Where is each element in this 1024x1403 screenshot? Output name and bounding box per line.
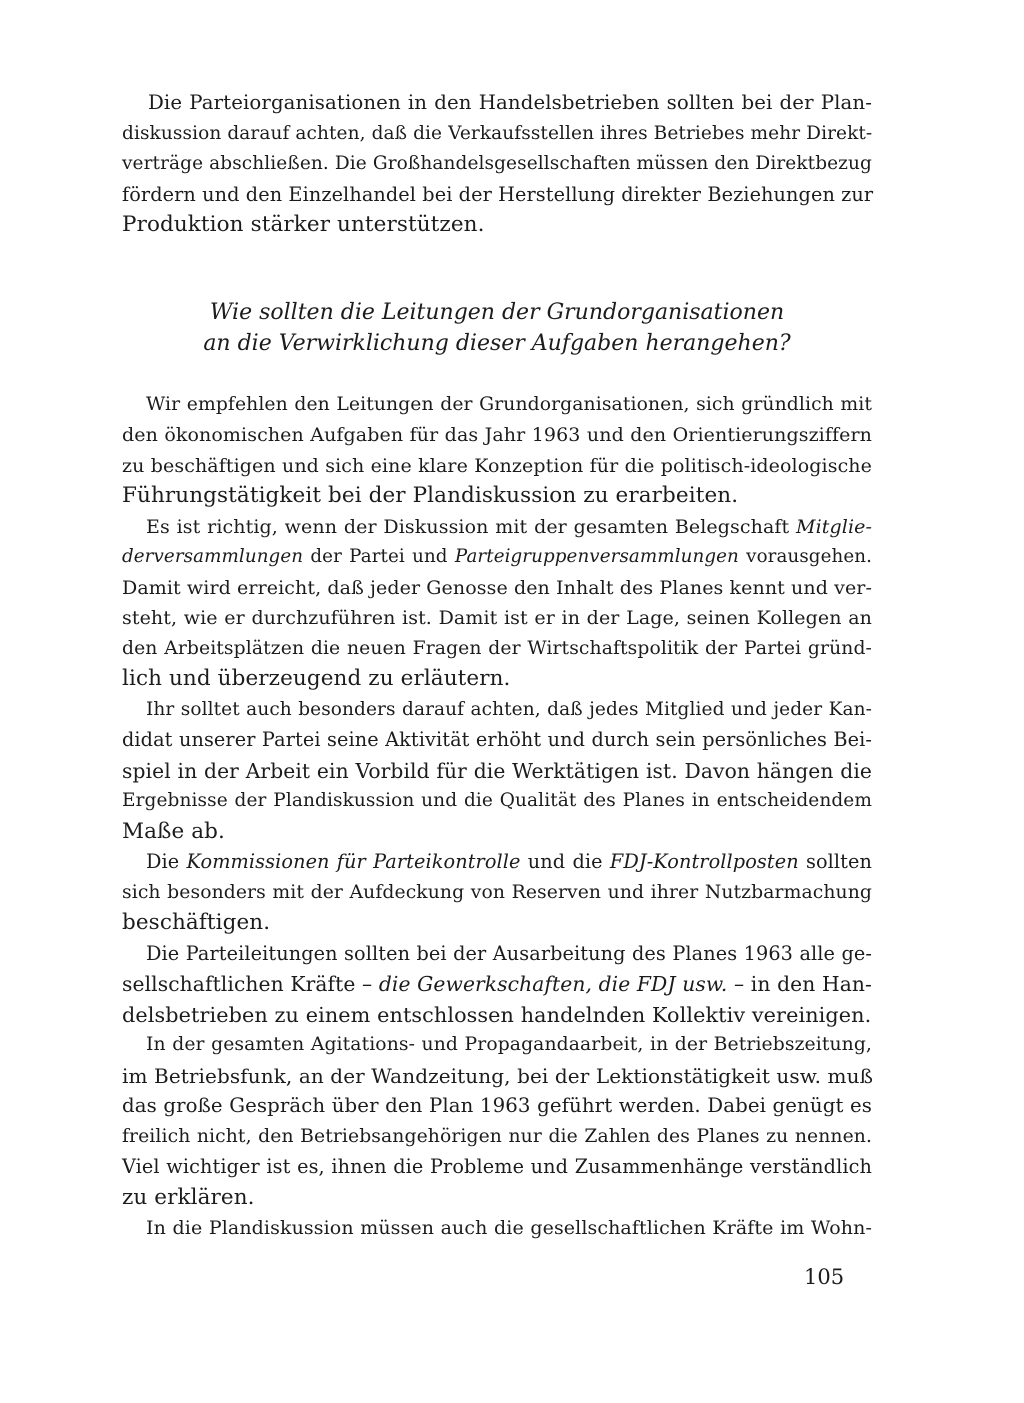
emphasis-text: Mitglie-: [796, 516, 872, 538]
page-number: 105: [804, 1265, 845, 1289]
text-line: zu erklären.: [122, 1185, 255, 1210]
text-line: beschäftigen.: [122, 910, 271, 935]
text-line: Ihr solltet auch besonders darauf achten, daß jedes Mitglied und jeder Kan-: [146, 699, 872, 720]
text-line: Maße ab.: [122, 819, 225, 844]
text-line: im Betriebsfunk, an der Wandzeitung, bei der Lektionstätigkeit usw. muß: [122, 1064, 874, 1088]
text-line: zu beschäftigen und sich eine klare Konzeption für die politisch-ideologische: [122, 455, 872, 477]
emphasis-text: derversammlungen: [122, 546, 304, 567]
emphasis-text: Parteigruppenversammlungen: [454, 546, 739, 567]
text-line: [122, 969, 872, 999]
emphasis-text: die Gewerkschaften, die FDJ usw.: [378, 972, 728, 996]
text-line: spiel in der Arbeit ein Vorbild für die Werktätigen ist. Davon hängen die: [122, 759, 872, 783]
text-line: Führungstätigkeit bei der Plandiskussion zu erarbeiten.: [122, 483, 739, 508]
text-line: Produktion stärker unterstützen.: [122, 212, 485, 237]
heading-line-1: Wie sollten die Leitungen der Grundorganisationen: [209, 300, 785, 325]
emphasis-text: Kommissionen für Parteikontrolle: [186, 850, 521, 873]
text-line: delsbetrieben zu einem entschlossen handelnden Kollektiv vereinigen.: [122, 1003, 872, 1027]
text-line: [146, 512, 872, 542]
text-line: den Arbeitsplätzen die neuen Fragen der Wirtschaftspolitik der Partei gründ-: [122, 638, 872, 659]
text-line: Viel wichtiger ist es, ihnen die Probleme und Zusammenhänge verständlich: [122, 1155, 872, 1178]
text-span: sellschaftlichen Kräfte –: [122, 972, 379, 996]
text-line: [122, 542, 872, 572]
text-span: sollten: [798, 850, 872, 873]
text-line: steht, wie er durchzuführen ist. Damit ist er in der Lage, seinen Kollegen an: [122, 607, 872, 629]
text-line: In der gesamten Agitations- und Propagandaarbeit, in der Betriebszeitung,: [146, 1034, 872, 1055]
text-line: didat unserer Partei seine Aktivität erhöht und durch sein persönliches Bei-: [122, 728, 872, 751]
text-span: Die: [146, 850, 187, 873]
text-line: In die Plandiskussion müssen auch die gesellschaftlichen Kräfte im Wohn-: [146, 1217, 872, 1239]
text-span: der Partei und: [303, 546, 455, 567]
text-line: [146, 847, 872, 877]
text-line: fördern und den Einzelhandel bei der Herstellung direkter Beziehungen zur: [122, 183, 874, 206]
text-line: das große Gespräch über den Plan 1963 geführt werden. Dabei genügt es: [122, 1094, 872, 1117]
text-line: Die Parteiorganisationen in den Handelsbetrieben sollten bei der Plan-: [148, 91, 872, 114]
text-line: diskussion darauf achten, daß die Verkaufsstellen ihres Betriebes mehr Direkt-: [122, 123, 873, 144]
text-span: – in den Han-: [727, 972, 872, 996]
emphasis-text: FDJ-Kontrollposten: [609, 850, 799, 873]
text-line: verträge abschließen. Die Großhandelsgesellschaften müssen den Direktbezug: [122, 153, 872, 174]
text-line: Die Parteileitungen sollten bei der Ausarbeitung des Planes 1963 alle ge-: [146, 942, 872, 965]
text-span: und die: [520, 850, 610, 873]
text-line: Damit wird erreicht, daß jeder Genosse den Inhalt des Planes kennt und ver-: [122, 577, 873, 599]
text-line: Ergebnisse der Plandiskussion und die Qualität des Planes in entscheidendem: [122, 790, 872, 811]
heading-line-2: an die Verwirklichung dieser Aufgaben herangehen?: [203, 331, 791, 356]
text-line: sich besonders mit der Aufdeckung von Reserven und ihrer Nutzbarmachung: [122, 882, 872, 903]
text-span: vorausgehen.: [738, 546, 872, 567]
text-span: Es ist richtig, wenn der Diskussion mit der gesamten Belegschaft: [146, 516, 797, 538]
text-line: lich und überzeugend zu erläutern.: [122, 666, 511, 691]
text-line: freilich nicht, den Betriebsangehörigen nur die Zahlen des Planes zu nennen.: [122, 1126, 872, 1147]
text-line: den ökonomischen Aufgaben für das Jahr 1963 und den Orientierungsziffern: [122, 424, 872, 446]
text-line: Wir empfehlen den Leitungen der Grundorganisationen, sich gründlich mit: [146, 394, 872, 415]
